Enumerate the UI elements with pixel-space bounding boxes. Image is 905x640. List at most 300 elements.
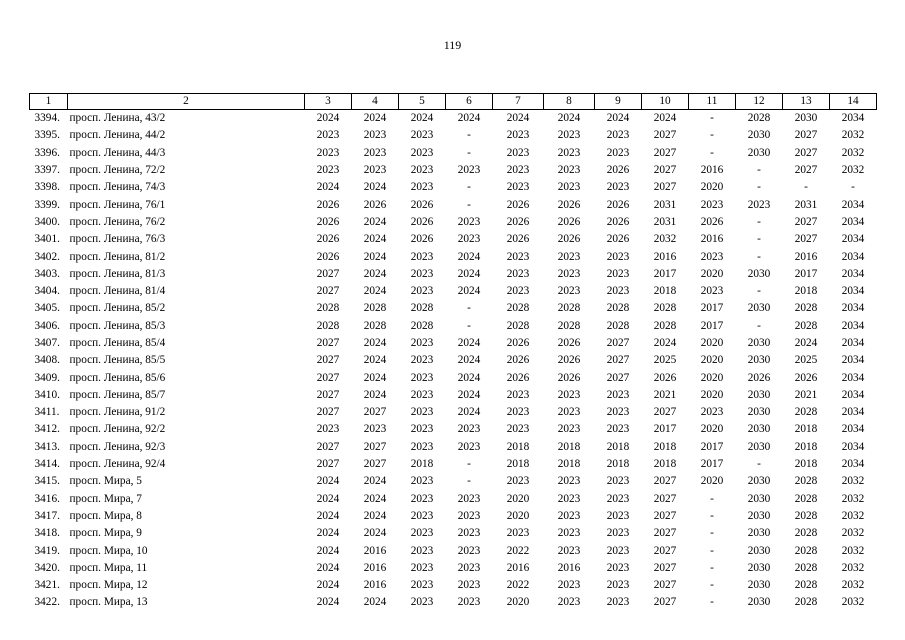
year-cell-col-11: - xyxy=(710,544,714,557)
year-cell-col-6: 2024 xyxy=(457,250,481,263)
year-cell-col-5: 2026 xyxy=(410,233,434,246)
address-cell: просп. Ленина, 91/2 xyxy=(69,406,166,419)
year-cell-col-5: 2023 xyxy=(410,423,434,436)
year-cell-col-7: 2023 xyxy=(506,285,530,298)
address-cell: просп. Ленина, 85/4 xyxy=(69,337,166,349)
table-row xyxy=(30,491,877,508)
year-cell-col-4: 2028 xyxy=(363,319,387,332)
year-cell-col-7: 2023 xyxy=(506,181,530,194)
year-cell-col-6: 2024 xyxy=(457,112,481,125)
year-cell-col-5: 2023 xyxy=(410,440,434,453)
row-number-cell: 3406. xyxy=(34,319,60,332)
year-cell-col-3: 2024 xyxy=(316,475,340,488)
year-cell-col-14: 2034 xyxy=(841,319,865,332)
year-cell-col-12: - xyxy=(757,250,761,263)
table-row xyxy=(30,404,877,421)
table-row xyxy=(30,542,877,559)
year-cell-col-4: 2024 xyxy=(363,388,387,401)
address-cell: просп. Ленина, 81/3 xyxy=(69,267,166,280)
year-cell-col-14: 2034 xyxy=(841,371,865,384)
year-cell-col-5: 2023 xyxy=(410,544,434,557)
year-cell-col-11: - xyxy=(710,112,714,125)
year-cell-col-7: 2023 xyxy=(506,475,530,488)
year-cell-col-3: 2027 xyxy=(316,354,340,367)
year-cell-col-6: 2023 xyxy=(457,215,481,228)
year-cell-col-3: 2024 xyxy=(316,596,340,609)
year-cell-col-5: 2023 xyxy=(410,561,434,574)
year-cell-col-6: - xyxy=(467,146,471,159)
year-cell-col-10: 2027 xyxy=(653,492,677,505)
year-cell-col-12: 2030 xyxy=(747,579,771,592)
year-cell-col-9: 2023 xyxy=(606,544,630,557)
year-cell-col-9: 2023 xyxy=(606,492,630,505)
year-cell-col-6: 2023 xyxy=(457,164,481,177)
header-row xyxy=(30,94,877,110)
row-number-cell: 3397. xyxy=(34,164,60,177)
year-cell-col-8: 2023 xyxy=(557,544,581,557)
table-row xyxy=(30,525,877,542)
year-cell-col-11: 2023 xyxy=(700,198,724,211)
year-cell-col-12: - xyxy=(757,319,761,332)
year-cell-col-4: 2024 xyxy=(363,509,387,522)
year-cell-col-7: 2022 xyxy=(506,544,530,557)
year-cell-col-5: 2023 xyxy=(410,371,434,384)
year-cell-col-5: 2023 xyxy=(410,181,434,194)
year-cell-col-14: 2032 xyxy=(841,544,865,557)
year-cell-col-14: 2034 xyxy=(841,406,865,419)
year-cell-col-11: 2017 xyxy=(700,319,724,332)
year-cell-col-4: 2024 xyxy=(363,215,387,228)
year-cell-col-6: - xyxy=(467,198,471,211)
year-cell-col-13: 2028 xyxy=(794,579,818,592)
year-cell-col-12: 2030 xyxy=(747,509,771,522)
year-cell-col-7: 2020 xyxy=(506,596,530,609)
year-cell-col-4: 2024 xyxy=(363,112,387,125)
column-header-6: 6 xyxy=(446,94,493,110)
year-cell-col-5: 2023 xyxy=(410,267,434,280)
year-cell-col-7: 2023 xyxy=(506,250,530,263)
year-cell-col-12: 2026 xyxy=(747,371,771,384)
year-cell-col-9: 2028 xyxy=(606,319,630,332)
year-cell-col-7: 2023 xyxy=(506,164,530,177)
year-cell-col-10: 2018 xyxy=(653,458,677,471)
year-cell-col-12: 2030 xyxy=(747,440,771,453)
table-row xyxy=(30,179,877,196)
year-cell-col-4: 2024 xyxy=(363,596,387,609)
year-cell-col-14: 2032 xyxy=(841,164,865,177)
year-cell-col-6: 2023 xyxy=(457,492,481,505)
row-number-cell: 3422. xyxy=(34,596,60,609)
year-cell-col-6: 2024 xyxy=(457,371,481,384)
year-cell-col-4: 2024 xyxy=(363,475,387,488)
table-row xyxy=(30,300,877,317)
year-cell-col-10: 2021 xyxy=(653,388,677,401)
year-cell-col-11: 2026 xyxy=(700,215,724,228)
year-cell-col-9: 2023 xyxy=(606,509,630,522)
year-cell-col-10: 2027 xyxy=(653,509,677,522)
year-cell-col-8: 2023 xyxy=(557,129,581,142)
table-row xyxy=(30,352,877,369)
year-cell-col-9: 2023 xyxy=(606,423,630,436)
year-cell-col-13: 2018 xyxy=(794,285,818,298)
year-cell-col-7: 2016 xyxy=(506,561,530,574)
year-cell-col-7: 2028 xyxy=(506,319,530,332)
year-cell-col-13: 2017 xyxy=(794,267,818,280)
year-cell-col-6: 2023 xyxy=(457,596,481,609)
address-cell: просп. Мира, 7 xyxy=(69,492,142,505)
year-cell-col-8: 2028 xyxy=(557,302,581,315)
year-cell-col-9: 2023 xyxy=(606,527,630,540)
year-cell-col-7: 2022 xyxy=(506,579,530,592)
year-cell-col-6: - xyxy=(467,181,471,194)
year-cell-col-4: 2024 xyxy=(363,527,387,540)
table-row xyxy=(30,421,877,438)
year-cell-col-4: 2024 xyxy=(363,250,387,263)
year-cell-col-10: 2027 xyxy=(653,129,677,142)
row-number-cell: 3404. xyxy=(34,285,60,298)
year-cell-col-12: - xyxy=(757,458,761,471)
year-cell-col-3: 2024 xyxy=(316,527,340,540)
year-cell-col-11: - xyxy=(710,596,714,609)
year-cell-col-6: 2023 xyxy=(457,544,481,557)
year-cell-col-13: 2028 xyxy=(794,561,818,574)
year-cell-col-13: 2028 xyxy=(794,544,818,557)
year-cell-col-4: 2024 xyxy=(363,233,387,246)
column-header-12: 12 xyxy=(736,94,783,110)
year-cell-col-8: 2023 xyxy=(557,509,581,522)
year-cell-col-9: 2026 xyxy=(606,233,630,246)
year-cell-col-4: 2024 xyxy=(363,337,387,349)
year-cell-col-11: - xyxy=(710,509,714,522)
table-row xyxy=(30,214,877,231)
year-cell-col-12: - xyxy=(757,181,761,194)
year-cell-col-14: 2032 xyxy=(841,492,865,505)
year-cell-col-13: - xyxy=(804,181,808,194)
year-cell-col-12: - xyxy=(757,164,761,177)
year-cell-col-11: 2020 xyxy=(700,371,724,384)
address-cell: просп. Ленина, 85/6 xyxy=(69,371,166,384)
year-cell-col-5: 2024 xyxy=(410,112,434,125)
schedule-table xyxy=(29,93,877,612)
year-cell-col-13: 2028 xyxy=(794,302,818,315)
column-header-7: 7 xyxy=(493,94,544,110)
year-cell-col-7: 2018 xyxy=(506,458,530,471)
table-row xyxy=(30,318,877,335)
table-row xyxy=(30,196,877,213)
year-cell-col-10: 2024 xyxy=(653,112,677,125)
row-number-cell: 3413. xyxy=(34,440,60,453)
year-cell-col-3: 2024 xyxy=(316,492,340,505)
table-row xyxy=(30,439,877,456)
year-cell-col-9: 2023 xyxy=(606,267,630,280)
table-row xyxy=(30,283,877,300)
year-cell-col-3: 2023 xyxy=(316,423,340,436)
year-cell-col-3: 2027 xyxy=(316,406,340,419)
address-cell: просп. Ленина, 44/2 xyxy=(69,129,166,142)
row-number-cell: 3418. xyxy=(34,527,60,540)
year-cell-col-6: 2024 xyxy=(457,285,481,298)
table-row xyxy=(30,594,877,611)
year-cell-col-8: 2026 xyxy=(557,233,581,246)
year-cell-col-9: 2027 xyxy=(606,354,630,367)
address-cell: просп. Ленина, 81/2 xyxy=(69,250,166,263)
year-cell-col-14: 2034 xyxy=(841,267,865,280)
year-cell-col-9: 2023 xyxy=(606,475,630,488)
column-header-3: 3 xyxy=(305,94,352,110)
address-cell: просп. Мира, 8 xyxy=(69,509,142,522)
year-cell-col-7: 2026 xyxy=(506,337,530,349)
year-cell-col-9: 2023 xyxy=(606,146,630,159)
table-row xyxy=(30,473,877,490)
year-cell-col-5: 2018 xyxy=(410,458,434,471)
year-cell-col-8: 2023 xyxy=(557,146,581,159)
column-header-14: 14 xyxy=(830,94,877,110)
year-cell-col-6: 2023 xyxy=(457,509,481,522)
year-cell-col-11: 2020 xyxy=(700,354,724,367)
year-cell-col-13: 2025 xyxy=(794,354,818,367)
year-cell-col-12: 2030 xyxy=(747,337,771,349)
year-cell-col-9: 2028 xyxy=(606,302,630,315)
address-cell: просп. Мира, 5 xyxy=(69,475,142,488)
year-cell-col-13: 2026 xyxy=(794,371,818,384)
year-cell-col-8: 2026 xyxy=(557,354,581,367)
year-cell-col-12: 2030 xyxy=(747,267,771,280)
year-cell-col-8: 2023 xyxy=(557,579,581,592)
year-cell-col-6: 2023 xyxy=(457,561,481,574)
year-cell-col-12: 2030 xyxy=(747,146,771,159)
year-cell-col-13: 2028 xyxy=(794,319,818,332)
year-cell-col-8: 2023 xyxy=(557,388,581,401)
page-number: 119 xyxy=(443,38,462,52)
year-cell-col-6: 2023 xyxy=(457,423,481,436)
year-cell-col-3: 2027 xyxy=(316,371,340,384)
year-cell-col-11: - xyxy=(710,527,714,540)
year-cell-col-3: 2024 xyxy=(316,579,340,592)
year-cell-col-14: 2034 xyxy=(841,215,865,228)
row-number-cell: 3399. xyxy=(34,198,60,211)
year-cell-col-4: 2016 xyxy=(363,579,387,592)
year-cell-col-13: 2018 xyxy=(794,423,818,436)
address-cell: просп. Ленина, 76/1 xyxy=(69,198,166,211)
year-cell-col-13: 2031 xyxy=(794,198,818,211)
year-cell-col-4: 2027 xyxy=(363,458,387,471)
table-row xyxy=(30,577,877,594)
year-cell-col-10: 2027 xyxy=(653,406,677,419)
year-cell-col-8: 2026 xyxy=(557,215,581,228)
year-cell-col-7: 2020 xyxy=(506,509,530,522)
column-header-4: 4 xyxy=(352,94,399,110)
year-cell-col-6: - xyxy=(467,475,471,488)
year-cell-col-4: 2028 xyxy=(363,302,387,315)
year-cell-col-11: - xyxy=(710,492,714,505)
year-cell-col-6: 2024 xyxy=(457,337,481,349)
year-cell-col-5: 2023 xyxy=(410,146,434,159)
row-number-cell: 3411. xyxy=(34,406,60,419)
year-cell-col-9: 2023 xyxy=(606,579,630,592)
year-cell-col-6: 2023 xyxy=(457,233,481,246)
year-cell-col-4: 2024 xyxy=(363,371,387,384)
table-row xyxy=(30,456,877,473)
year-cell-col-6: 2023 xyxy=(457,579,481,592)
row-number-cell: 3408. xyxy=(34,354,60,367)
year-cell-col-8: 2018 xyxy=(557,440,581,453)
year-cell-col-9: 2023 xyxy=(606,181,630,194)
year-cell-col-3: 2027 xyxy=(316,337,340,349)
year-cell-col-7: 2023 xyxy=(506,267,530,280)
year-cell-col-11: 2023 xyxy=(700,285,724,298)
table-row xyxy=(30,248,877,265)
year-cell-col-14: - xyxy=(851,181,855,194)
year-cell-col-13: 2028 xyxy=(794,475,818,488)
year-cell-col-8: 2023 xyxy=(557,492,581,505)
year-cell-col-7: 2028 xyxy=(506,302,530,315)
year-cell-col-14: 2034 xyxy=(841,423,865,436)
year-cell-col-13: 2016 xyxy=(794,250,818,263)
year-cell-col-3: 2028 xyxy=(316,319,340,332)
year-cell-col-7: 2018 xyxy=(506,440,530,453)
year-cell-col-7: 2026 xyxy=(506,215,530,228)
year-cell-col-14: 2034 xyxy=(841,354,865,367)
year-cell-col-11: 2020 xyxy=(700,423,724,436)
year-cell-col-3: 2024 xyxy=(316,181,340,194)
year-cell-col-11: 2016 xyxy=(700,233,724,246)
year-cell-col-4: 2016 xyxy=(363,561,387,574)
year-cell-col-14: 2034 xyxy=(841,250,865,263)
year-cell-col-3: 2023 xyxy=(316,146,340,159)
year-cell-col-12: 2030 xyxy=(747,544,771,557)
year-cell-col-5: 2023 xyxy=(410,285,434,298)
year-cell-col-11: 2020 xyxy=(700,181,724,194)
year-cell-col-14: 2032 xyxy=(841,561,865,574)
column-header-10: 10 xyxy=(642,94,689,110)
year-cell-col-7: 2026 xyxy=(506,233,530,246)
year-cell-col-9: 2026 xyxy=(606,198,630,211)
address-cell: просп. Ленина, 92/2 xyxy=(69,423,166,436)
address-cell: просп. Ленина, 85/7 xyxy=(69,388,166,401)
year-cell-col-8: 2023 xyxy=(557,250,581,263)
year-cell-col-4: 2016 xyxy=(363,544,387,557)
year-cell-col-8: 2028 xyxy=(557,319,581,332)
year-cell-col-5: 2023 xyxy=(410,164,434,177)
year-cell-col-5: 2023 xyxy=(410,406,434,419)
year-cell-col-6: 2024 xyxy=(457,406,481,419)
address-cell: просп. Ленина, 85/5 xyxy=(69,354,166,367)
year-cell-col-7: 2023 xyxy=(506,129,530,142)
year-cell-col-9: 2026 xyxy=(606,164,630,177)
year-cell-col-10: 2018 xyxy=(653,440,677,453)
year-cell-col-13: 2027 xyxy=(794,215,818,228)
year-cell-col-5: 2028 xyxy=(410,319,434,332)
year-cell-col-12: 2030 xyxy=(747,388,771,401)
year-cell-col-13: 2024 xyxy=(794,337,818,349)
year-cell-col-8: 2023 xyxy=(557,267,581,280)
year-cell-col-6: 2024 xyxy=(457,388,481,401)
year-cell-col-12: 2030 xyxy=(747,354,771,367)
table-row xyxy=(30,127,877,144)
year-cell-col-6: 2024 xyxy=(457,354,481,367)
year-cell-col-4: 2023 xyxy=(363,423,387,436)
year-cell-col-11: - xyxy=(710,579,714,592)
year-cell-col-13: 2027 xyxy=(794,146,818,159)
year-cell-col-3: 2028 xyxy=(316,302,340,315)
year-cell-col-6: - xyxy=(467,302,471,315)
year-cell-col-8: 2023 xyxy=(557,423,581,436)
year-cell-col-12: 2028 xyxy=(747,112,771,125)
year-cell-col-5: 2023 xyxy=(410,475,434,488)
year-cell-col-3: 2024 xyxy=(316,509,340,522)
year-cell-col-10: 2027 xyxy=(653,475,677,488)
year-cell-col-10: 2027 xyxy=(653,164,677,177)
year-cell-col-13: 2028 xyxy=(794,596,818,609)
row-number-cell: 3416. xyxy=(34,492,60,505)
year-cell-col-10: 2017 xyxy=(653,423,677,436)
year-cell-col-9: 2018 xyxy=(606,458,630,471)
year-cell-col-3: 2024 xyxy=(316,544,340,557)
year-cell-col-5: 2028 xyxy=(410,302,434,315)
year-cell-col-6: - xyxy=(467,129,471,142)
year-cell-col-4: 2024 xyxy=(363,181,387,194)
year-cell-col-8: 2023 xyxy=(557,475,581,488)
year-cell-col-3: 2027 xyxy=(316,267,340,280)
year-cell-col-8: 2026 xyxy=(557,337,581,349)
column-header-1: 1 xyxy=(30,94,68,110)
year-cell-col-12: 2030 xyxy=(747,129,771,142)
year-cell-col-4: 2023 xyxy=(363,146,387,159)
address-cell: просп. Мира, 11 xyxy=(69,561,148,574)
row-number-cell: 3409. xyxy=(34,371,60,384)
year-cell-col-3: 2027 xyxy=(316,285,340,298)
address-cell: просп. Мира, 13 xyxy=(69,596,148,609)
year-cell-col-11: 2016 xyxy=(700,164,724,177)
year-cell-col-12: - xyxy=(757,233,761,246)
year-cell-col-3: 2027 xyxy=(316,440,340,453)
year-cell-col-7: 2023 xyxy=(506,146,530,159)
year-cell-col-8: 2026 xyxy=(557,198,581,211)
row-number-cell: 3412. xyxy=(34,423,60,436)
year-cell-col-13: 2027 xyxy=(794,164,818,177)
year-cell-col-13: 2028 xyxy=(794,527,818,540)
year-cell-col-8: 2023 xyxy=(557,596,581,609)
year-cell-col-7: 2023 xyxy=(506,527,530,540)
year-cell-col-9: 2023 xyxy=(606,129,630,142)
year-cell-col-8: 2016 xyxy=(557,561,581,574)
year-cell-col-12: 2030 xyxy=(747,302,771,315)
year-cell-col-7: 2026 xyxy=(506,198,530,211)
year-cell-col-4: 2026 xyxy=(363,198,387,211)
table-row xyxy=(30,266,877,283)
year-cell-col-14: 2032 xyxy=(841,579,865,592)
year-cell-col-5: 2023 xyxy=(410,492,434,505)
year-cell-col-10: 2028 xyxy=(653,302,677,315)
year-cell-col-6: 2024 xyxy=(457,267,481,280)
year-cell-col-4: 2024 xyxy=(363,267,387,280)
column-header-8: 8 xyxy=(544,94,595,110)
year-cell-col-7: 2023 xyxy=(506,423,530,436)
year-cell-col-12: 2030 xyxy=(747,492,771,505)
address-cell: просп. Ленина, 74/3 xyxy=(69,181,166,194)
year-cell-col-4: 2027 xyxy=(363,406,387,419)
year-cell-col-13: 2027 xyxy=(794,129,818,142)
year-cell-col-7: 2023 xyxy=(506,388,530,401)
year-cell-col-3: 2024 xyxy=(316,112,340,125)
year-cell-col-10: 2027 xyxy=(653,527,677,540)
year-cell-col-10: 2017 xyxy=(653,267,677,280)
year-cell-col-9: 2023 xyxy=(606,406,630,419)
row-number-cell: 3421. xyxy=(34,579,60,592)
year-cell-col-7: 2020 xyxy=(506,492,530,505)
year-cell-col-9: 2023 xyxy=(606,596,630,609)
year-cell-col-14: 2034 xyxy=(841,233,865,246)
